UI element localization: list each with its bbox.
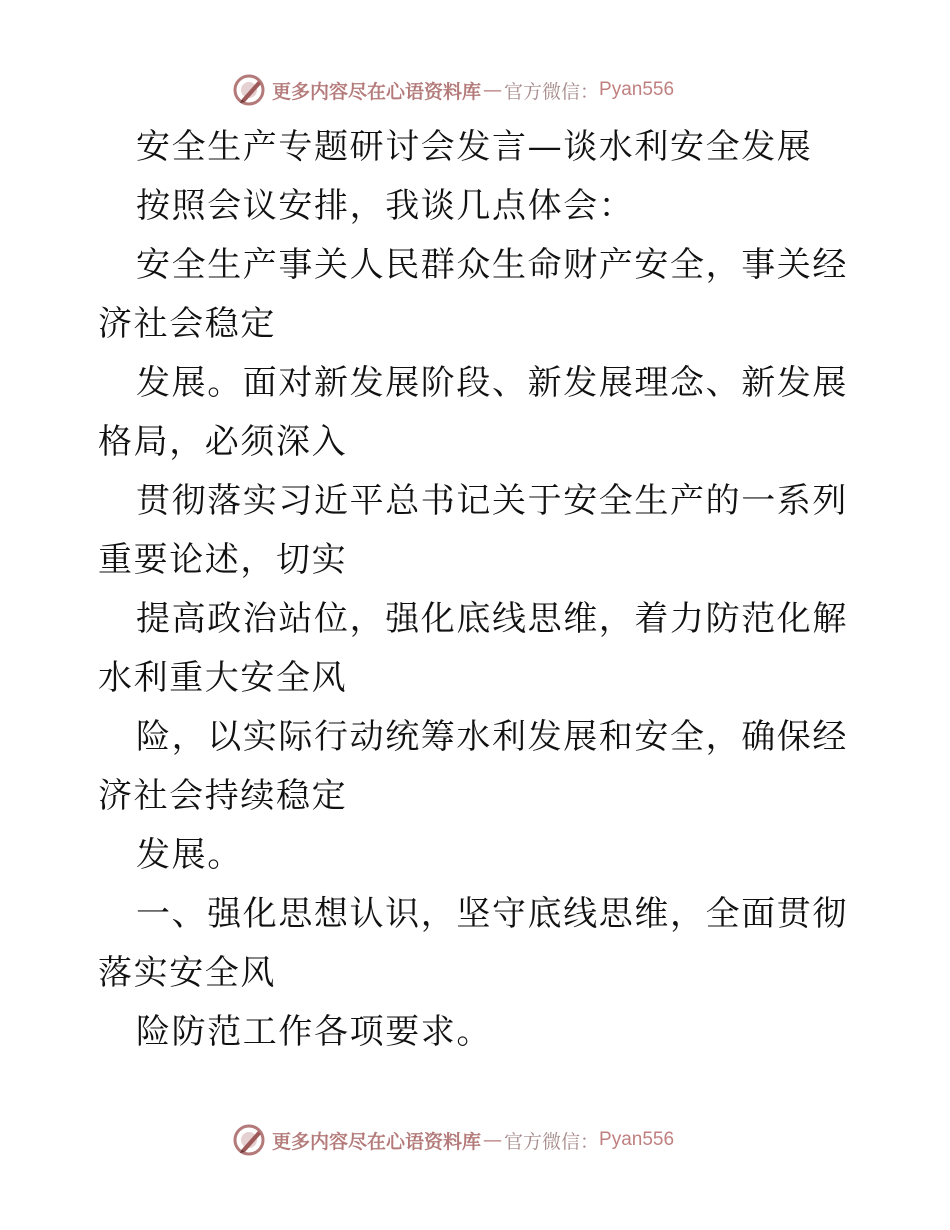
pen-logo-icon [232,73,266,107]
watermark-brand: 更多内容尽在心语资料库 [272,1130,482,1153]
paragraph: 发展。面对新发展阶段、新发展理念、新发展格局，必须深入 [98,363,848,462]
paragraph: 安全生产事关人民群众生命财产安全，事关经济社会稳定 [98,245,848,344]
watermark-label: 官方微信： [504,80,600,103]
paragraph: 险防范工作各项要求。 [136,1012,492,1052]
paragraph: 提高政治站位，强化底线思维，着力防范化解水利重大安全风 [98,599,848,698]
document-body [98,118,854,1062]
footer-watermark [232,1120,674,1160]
document-title: 安全生产专题研讨会发言—谈水利安全发展 [136,127,813,167]
paragraph: 发展。 [136,835,243,875]
header-watermark [232,70,674,110]
watermark-brand: 更多内容尽在心语资料库 [272,80,482,103]
watermark-separator: — [483,1129,503,1151]
watermark-id: Pyan556 [599,1129,675,1150]
paragraph: 险，以实际行动统筹水利发展和安全，确保经济社会持续稳定 [98,717,848,816]
paragraph: 贯彻落实习近平总书记关于安全生产的一系列重要论述，切实 [98,481,848,580]
section-heading: 一、强化思想认识，坚守底线思维，全面贯彻落实安全风 [98,894,848,993]
watermark-separator: — [483,79,503,101]
pen-logo-icon [232,1123,266,1157]
watermark-id: Pyan556 [599,79,675,100]
paragraph: 按照会议安排，我谈几点体会： [136,186,635,226]
watermark-label: 官方微信： [504,1130,600,1153]
